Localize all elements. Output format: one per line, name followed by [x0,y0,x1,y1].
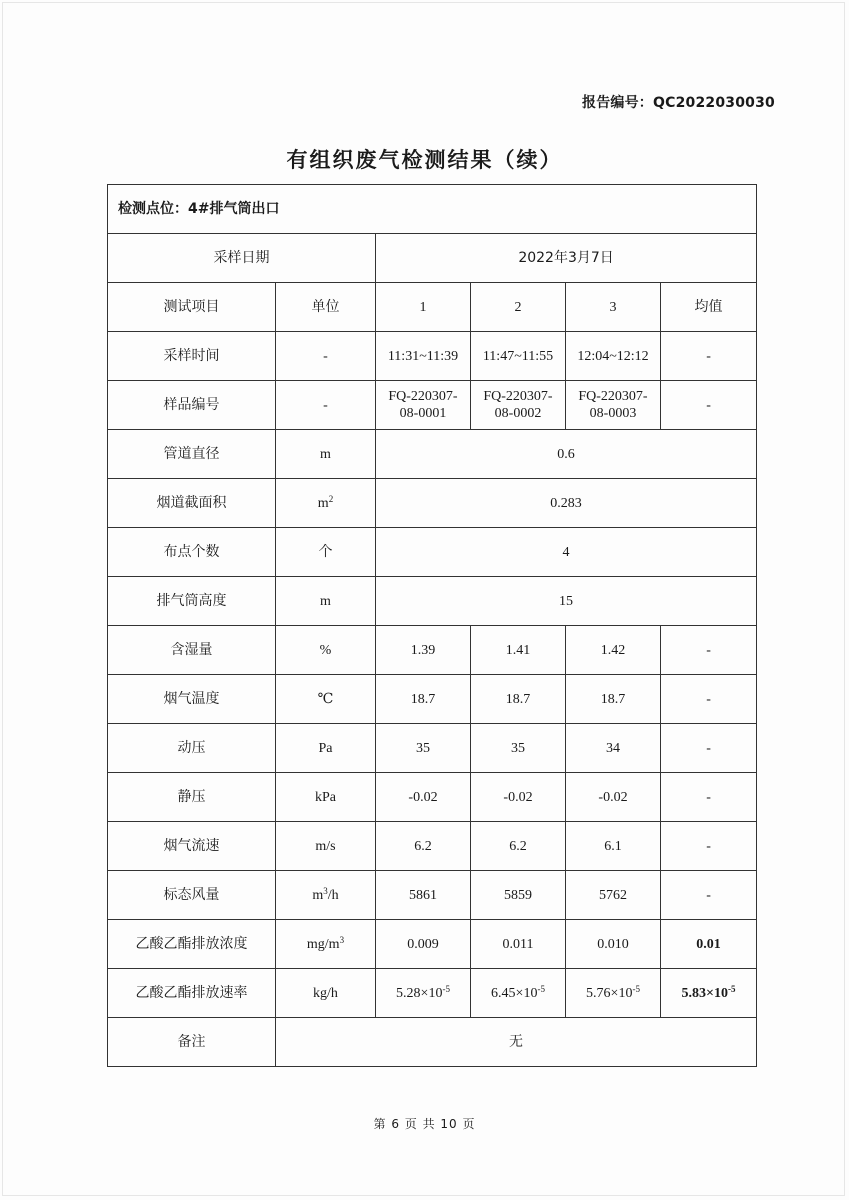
row-average: - [661,626,757,675]
sample-id-line1: FQ-220307- [388,389,458,404]
rate-exponent: -5 [728,983,736,994]
unit-base: m [317,495,329,511]
row-value-3 [566,381,661,430]
table-row [108,626,757,675]
row-value-2: 11:47~11:55 [471,332,566,381]
row-unit: kPa [276,773,376,822]
sample-id-line2: 08-0001 [399,406,447,421]
row-value-1 [376,969,471,1018]
row-value-1: -0.02 [376,773,471,822]
row-unit [276,871,376,920]
header-run-1: 1 [376,283,471,332]
header-run-3: 3 [566,283,661,332]
row-value-2: 18.7 [471,675,566,724]
row-unit: m [276,430,376,479]
table-row [108,577,757,626]
row-value-3 [566,969,661,1018]
row-value-3: 5762 [566,871,661,920]
rate-mantissa: 5.28×10 [396,985,443,1001]
remark-value: 无 [276,1018,757,1067]
row-average: 0.01 [661,920,757,969]
row-value-2: 1.41 [471,626,566,675]
row-merged-value: 4 [376,528,757,577]
row-average: - [661,381,757,430]
row-value-1: 0.009 [376,920,471,969]
row-value-2: 6.2 [471,822,566,871]
row-value-3: 12:04~12:12 [566,332,661,381]
row-value-2: 5859 [471,871,566,920]
table-row [108,773,757,822]
table-row [108,920,757,969]
row-unit: kg/h [276,969,376,1018]
row-average: - [661,822,757,871]
row-unit: m/s [276,822,376,871]
location-row [108,185,757,234]
row-merged-value: 0.283 [376,479,757,528]
row-unit: % [276,626,376,675]
row-value-1 [376,381,471,430]
row-value-2: -0.02 [471,773,566,822]
unit-superscript: 3 [339,934,345,945]
table-row [108,528,757,577]
table-row [108,332,757,381]
header-unit: 单位 [276,283,376,332]
unit-tail: /h [327,887,339,903]
table-row [108,381,757,430]
document-title: 有组织废气检测结果（续） [286,148,563,172]
row-value-3: 18.7 [566,675,661,724]
sample-id-line1: FQ-220307- [578,389,648,404]
row-value-2 [471,969,566,1018]
row-average: - [661,724,757,773]
location-cell: 检测点位：4#排气筒出口 [108,185,757,234]
row-value-3: 1.42 [566,626,661,675]
row-value-2: 0.011 [471,920,566,969]
row-unit [276,479,376,528]
row-label: 样品编号 [108,381,276,430]
unit-superscript: 3 [323,885,328,896]
row-unit: - [276,381,376,430]
row-unit: m [276,577,376,626]
date-row [108,234,757,283]
row-value-1: 18.7 [376,675,471,724]
row-unit: Pa [276,724,376,773]
rate-exponent: -5 [537,983,545,994]
table-row [108,675,757,724]
row-label: 乙酸乙酯排放速率 [108,969,276,1018]
unit-superscript: 2 [328,493,334,504]
row-label: 排气筒高度 [108,577,276,626]
table-row [108,871,757,920]
rate-mantissa: 6.45×10 [491,985,538,1001]
row-value-3: 34 [566,724,661,773]
row-label: 含湿量 [108,626,276,675]
page-footer: 第 6 页 共 10 页 [373,1117,476,1131]
row-value-1: 6.2 [376,822,471,871]
row-unit: 个 [276,528,376,577]
row-value-3: -0.02 [566,773,661,822]
rate-exponent: -5 [442,983,450,994]
row-value-1: 11:31~11:39 [376,332,471,381]
row-value-1: 35 [376,724,471,773]
sampling-date-value: 2022年3月7日 [376,234,757,283]
sample-id-line2: 08-0003 [589,406,637,421]
row-average: - [661,871,757,920]
row-label: 静压 [108,773,276,822]
row-label: 烟道截面积 [108,479,276,528]
unit-base: m [312,887,324,903]
row-unit [276,920,376,969]
results-table [107,184,757,1067]
row-merged-value: 0.6 [376,430,757,479]
row-unit: - [276,332,376,381]
header-item: 测试项目 [108,283,276,332]
row-value-3: 6.1 [566,822,661,871]
row-value-1: 5861 [376,871,471,920]
row-label: 标态风量 [108,871,276,920]
table-row [108,430,757,479]
table-row [108,969,757,1018]
row-label: 烟气温度 [108,675,276,724]
row-average: - [661,332,757,381]
row-label: 烟气流速 [108,822,276,871]
header-row [108,283,757,332]
row-label: 乙酸乙酯排放浓度 [108,920,276,969]
rate-mantissa: 5.83×10 [681,985,729,1001]
header-run-2: 2 [471,283,566,332]
table-row [108,479,757,528]
unit-base: mg/m [306,936,340,952]
rate-mantissa: 5.76×10 [586,985,633,1001]
remark-label: 备注 [108,1018,276,1067]
row-value-2: 35 [471,724,566,773]
row-label: 动压 [108,724,276,773]
row-value-3: 0.010 [566,920,661,969]
row-average: - [661,675,757,724]
row-label: 采样时间 [108,332,276,381]
row-unit: ℃ [276,675,376,724]
remark-row [108,1018,757,1067]
report-number: 报告编号：QC2022030030 [582,95,775,111]
sample-id-line1: FQ-220307- [483,389,553,404]
row-value-2 [471,381,566,430]
sample-id-line2: 08-0002 [494,406,542,421]
sampling-date-label: 采样日期 [108,234,376,283]
row-merged-value: 15 [376,577,757,626]
header-average: 均值 [661,283,757,332]
row-label: 管道直径 [108,430,276,479]
row-average: - [661,773,757,822]
table-row [108,822,757,871]
table-row [108,724,757,773]
row-label: 布点个数 [108,528,276,577]
row-average [661,969,757,1018]
rate-exponent: -5 [632,983,640,994]
row-value-1: 1.39 [376,626,471,675]
